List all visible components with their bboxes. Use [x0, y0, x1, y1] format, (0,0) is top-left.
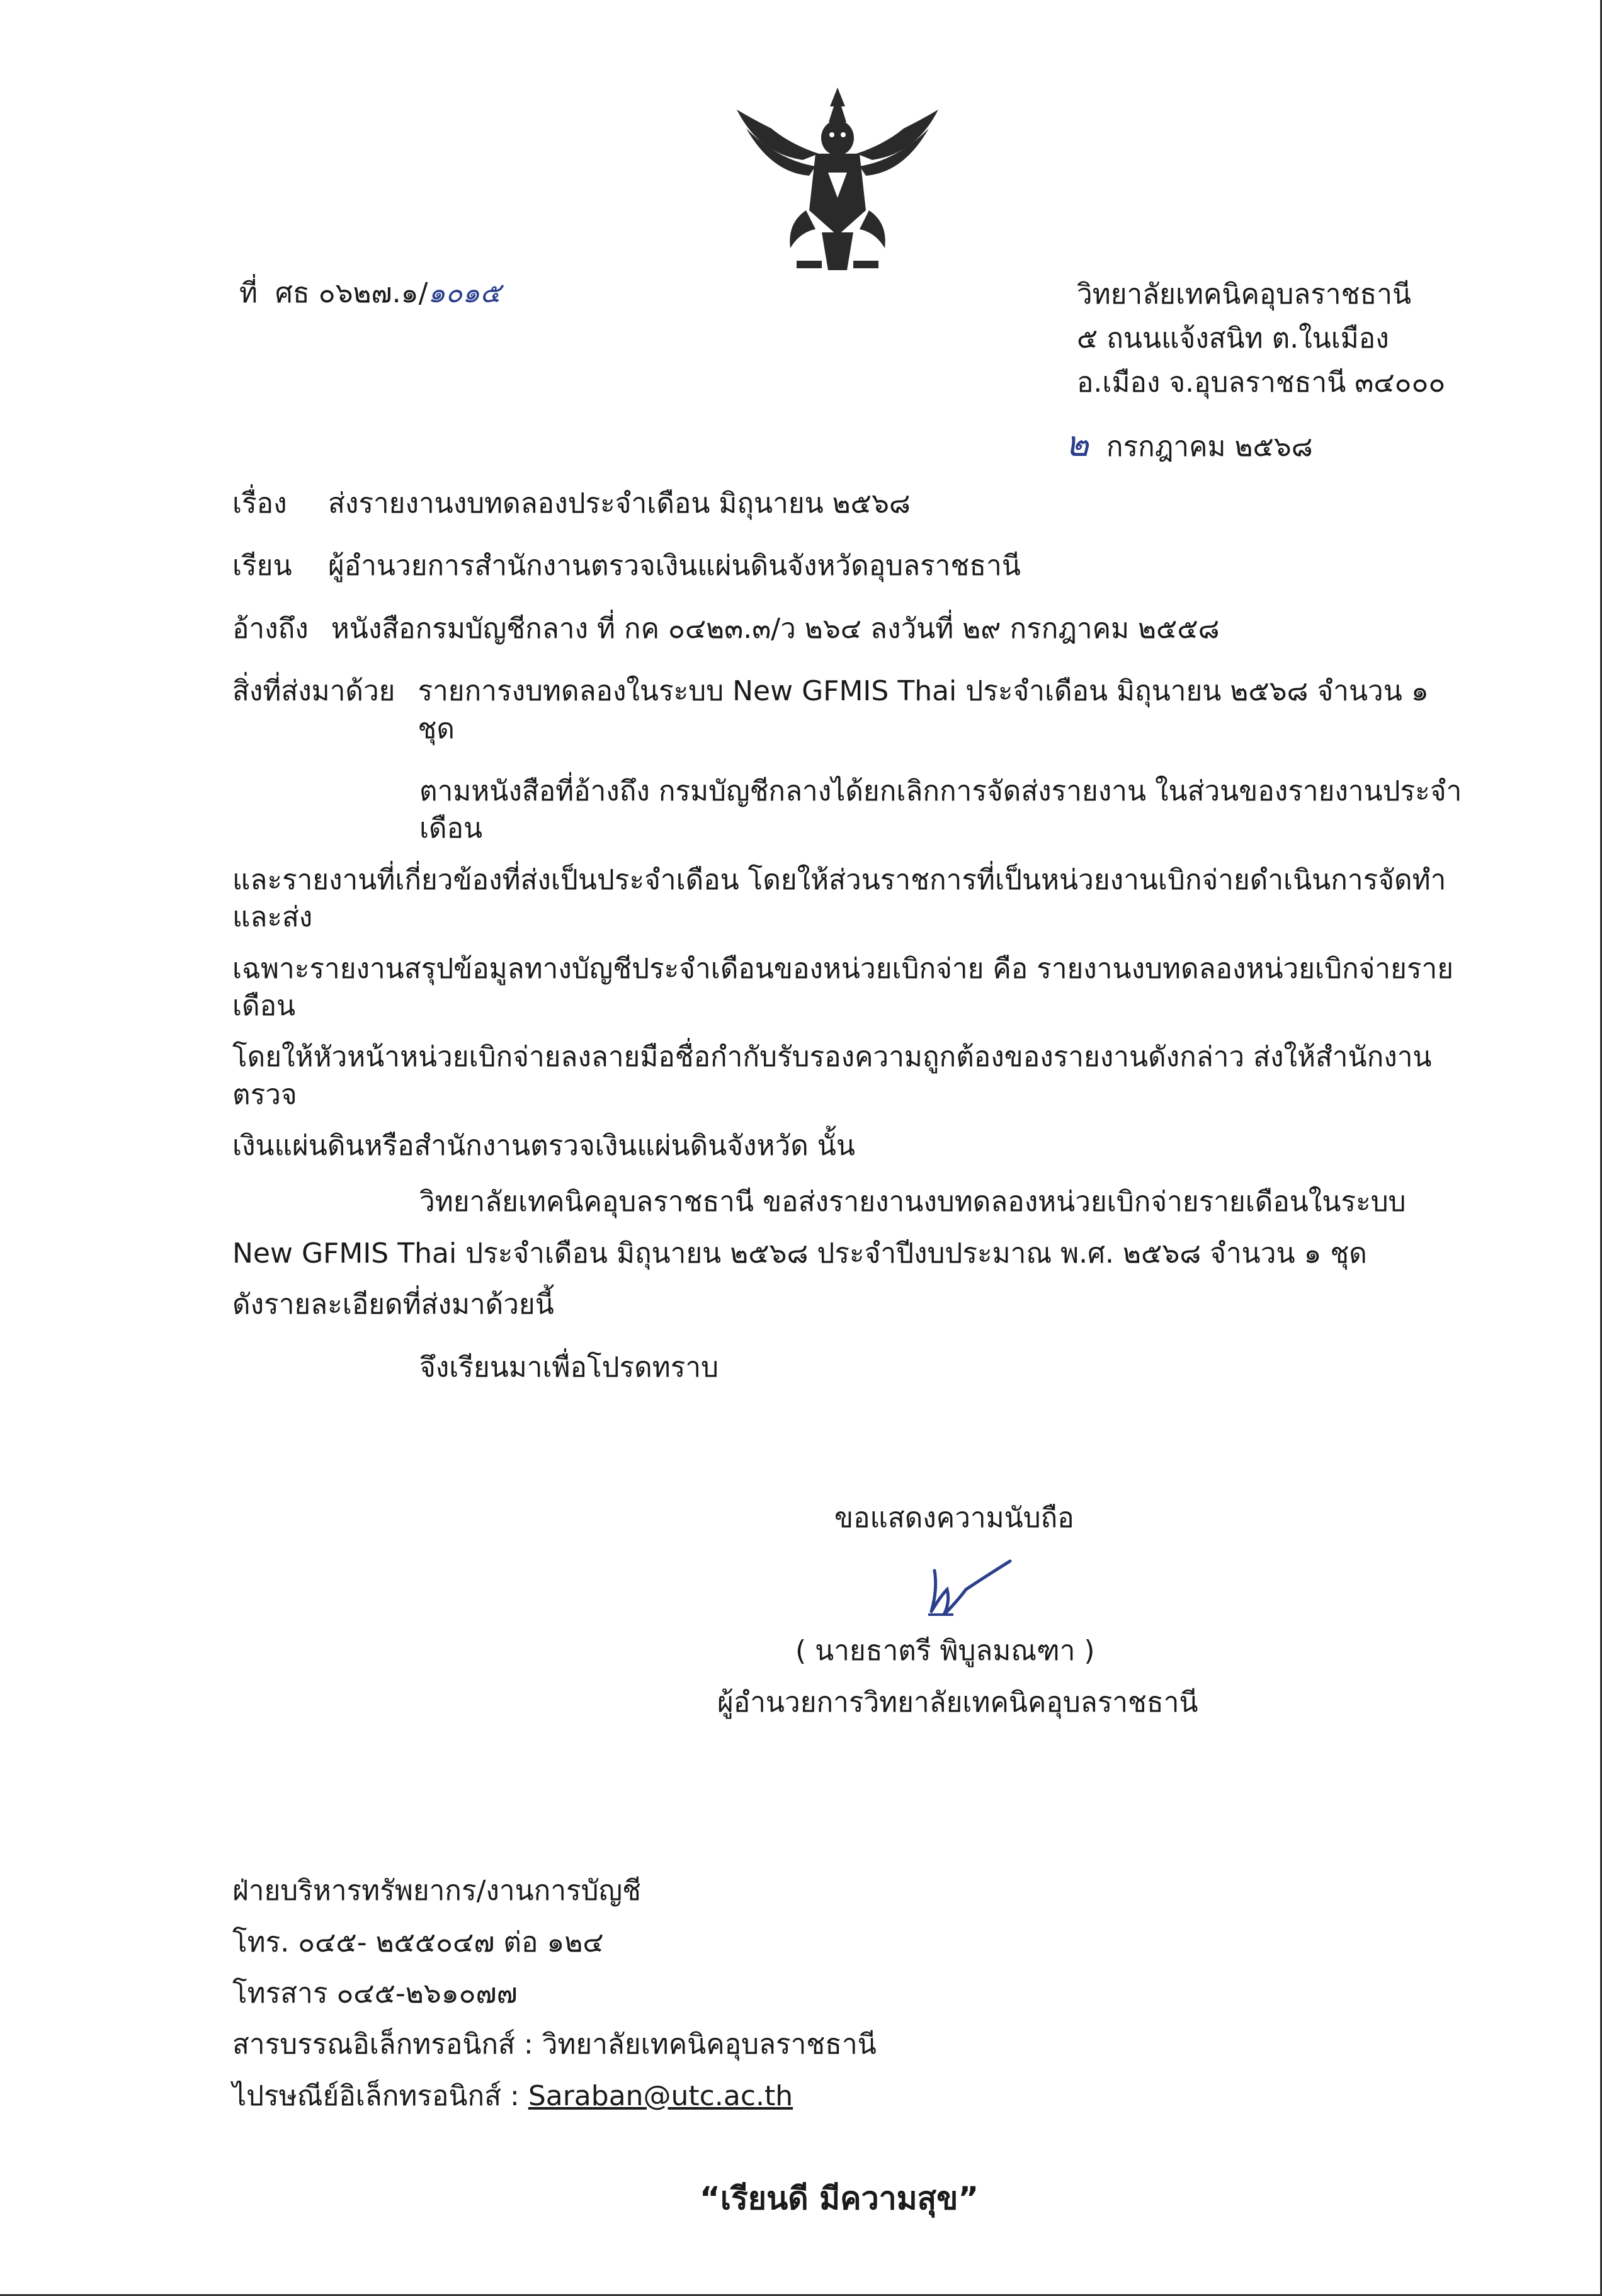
sender-line-3: อ.เมือง จ.อุบลราชธานี ๓๔๐๐๐ [1077, 367, 1446, 399]
footer-department: ฝ่ายบริหารทรัพยากร/งานการบัญชี [232, 1875, 641, 1907]
recipient-label: เรียน [232, 550, 292, 583]
paragraph2-line: ดังรายละเอียดที่ส่งมาด้วยนี้ [232, 1288, 554, 1321]
subject-row [232, 485, 1467, 522]
handwritten-signature-icon [922, 1552, 1016, 1621]
footer-contacts [232, 1872, 1467, 2115]
salutation: ขอแสดงความนับถือ [834, 1502, 1074, 1535]
recipient-row [232, 547, 1467, 584]
email-link[interactable]: Saraban@utc.ac.th [528, 2079, 793, 2112]
reference-prefix: ศธ ๐๖๒๗.๑/ [275, 277, 428, 309]
closing-text: จึงเรียนมาเพื่อโปรดทราบ [419, 1351, 719, 1384]
paragraph2-line: วิทยาลัยเทคนิคอุบลราชธานี ขอส่งรายงานงบทดลองหน่วยเบิกจ่ายรายเดือนในระบบ [419, 1186, 1406, 1219]
footer-fax: โทรสาร ๐๔๕-๒๖๑๐๗๗ [232, 1977, 518, 2009]
email-label: ไปรษณีย์อิเล็กทรอนิกส์ : [232, 2079, 528, 2112]
reference-doc-row [232, 610, 1467, 647]
reference-handwritten-number: ๑๐๑๕ [428, 277, 501, 309]
signatory-position: ผู้อำนวยการวิทยาลัยเทคนิคอุบลราชธานี [717, 1686, 1198, 1719]
sender-line-1: วิทยาลัยเทคนิคอุบลราชธานี [1077, 278, 1412, 310]
slogan: “เรียนดี มีความสุข” [700, 2180, 979, 2217]
footer-phone: โทร. ๐๔๕- ๒๕๕๐๔๗ ต่อ ๑๒๔ [232, 1926, 604, 1958]
paragraph1-line: เงินแผ่นดินหรือสำนักงานตรวจเงินแผ่นดินจังหวัด นั้น [232, 1130, 855, 1162]
sender-line-2: ๕ ถนนแจ้งสนิท ต.ในเมือง [1077, 322, 1389, 355]
paragraph2 [232, 1183, 1467, 1323]
letter-body [232, 0, 1467, 2296]
enclosure-value: รายการงบทดลองในระบบ New GFMIS Thai ประจำเดือน มิถุนายน ๒๕๖๘ จำนวน ๑ ชุด [418, 675, 1429, 745]
signatory-name: ( นายธาตรี พิบูลมณฑา ) [795, 1635, 1095, 1668]
paragraph1 [232, 773, 1467, 1165]
reference-doc-label: อ้างถึง [232, 612, 309, 645]
saraban-value: วิทยาลัยเทคนิคอุบลราชธานี [542, 2028, 877, 2061]
paragraph1-line: เฉพาะรายงานสรุปข้อมูลทางบัญชีประจำเดือนของหน่วยเบิกจ่าย คือ รายงานงบทดลองหน่วยเบิกจ่ายรายเดือน [232, 952, 1454, 1022]
slogan-row [232, 2178, 1467, 2220]
reference-label: ที่ [239, 277, 258, 309]
subject-value: ส่งรายงานงบทดลองประจำเดือน มิถุนายน ๒๕๖๘ [328, 487, 911, 520]
date-day-handwritten: ๒ [1065, 424, 1089, 465]
date-month-year: กรกฎาคม ๒๕๖๘ [1106, 431, 1313, 463]
paragraph2-line: New GFMIS Thai ประจำเดือน มิถุนายน ๒๕๖๘ ประจำปีงบประมาณ พ.ศ. ๒๕๖๘ จำนวน ๑ ชุด [232, 1237, 1367, 1270]
recipient-value: ผู้อำนวยการสำนักงานตรวจเงินแผ่นดินจังหวัดอุบลราชธานี [328, 550, 1021, 583]
paragraph1-line: โดยให้หัวหน้าหน่วยเบิกจ่ายลงลายมือชื่อกำกับรับรองความถูกต้องของรายงานดังกล่าว ส่งให้สำนักงานตรวจ [232, 1041, 1432, 1111]
paragraph1-line: และรายงานที่เกี่ยวข้องที่ส่งเป็นประจำเดือน โดยให้ส่วนราชการที่เป็นหน่วยงานเบิกจ่ายดำเนินการจัดทำและส่ง [232, 863, 1446, 934]
footer-email [232, 2077, 1467, 2115]
subject-label: เรื่อง [232, 487, 287, 520]
reference-doc-value: หนังสือกรมบัญชีกลาง ที่ กค ๐๔๒๓.๓/ว ๒๖๔ ลงวันที่ ๒๙ กรกฎาคม ๒๕๕๘ [331, 612, 1220, 645]
saraban-label: สารบรรณอิเล็กทรอนิกส์ : [232, 2028, 542, 2061]
enclosure-label: สิ่งที่ส่งมาด้วย [232, 675, 395, 708]
footer-saraban [232, 2026, 1467, 2063]
enclosure-row [232, 673, 1467, 747]
paragraph1-line: ตามหนังสือที่อ้างถึง กรมบัญชีกลางได้ยกเลิกการจัดส่งรายงาน ในส่วนของรายงานประจำเดือน [419, 775, 1462, 845]
signature-block [717, 1499, 1467, 1721]
